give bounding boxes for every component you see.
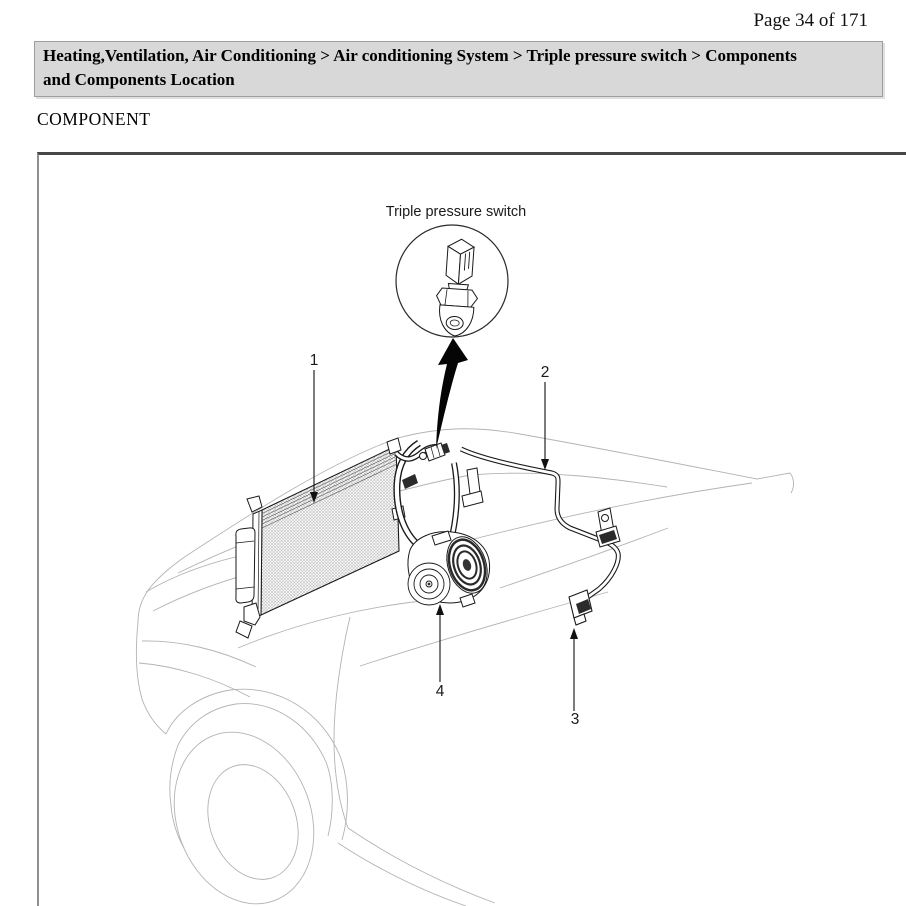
part-number-4: 4 — [435, 683, 445, 700]
car-bumper-corner — [136, 622, 166, 734]
part-label-3 — [570, 628, 579, 728]
car-rocker-line-2 — [338, 843, 466, 906]
car-rocker-line-1 — [348, 828, 495, 903]
condenser — [236, 438, 405, 638]
switch-hex-nut — [436, 288, 478, 308]
leader-arrowhead-3 — [570, 628, 578, 639]
car-wheel-arch-outer — [166, 689, 347, 840]
section-heading: COMPONENT — [37, 109, 151, 129]
part-label-2 — [541, 364, 550, 470]
car-tire-inner — [192, 752, 313, 892]
breadcrumb-line-1: Heating,Ventilation, Air Conditioning > Air conditioning System > Triple pressure switch > Components — [43, 46, 797, 65]
breadcrumb — [34, 41, 883, 97]
pipe-end-connector — [569, 590, 592, 625]
condenser-core-mesh — [261, 446, 399, 615]
condenser-bracket-top — [247, 496, 262, 512]
part-label-4 — [436, 604, 445, 700]
pipe-bracket-rear — [596, 508, 620, 547]
callout — [386, 204, 526, 449]
car-arch-front-edge — [170, 745, 184, 848]
car-cowl-tip — [757, 473, 794, 493]
car-bumper-seam-1 — [142, 641, 256, 667]
switch-port-inner — [450, 320, 459, 327]
leader-arrowhead-2 — [541, 459, 549, 470]
component-diagram — [39, 155, 906, 906]
car-tire-outer — [151, 712, 337, 906]
car-bumper-seam-2 — [139, 663, 250, 697]
part-number-1: 1 — [309, 352, 319, 369]
part-number-2: 2 — [540, 364, 550, 381]
part-label-1 — [310, 352, 319, 503]
component-diagram-frame — [37, 152, 906, 906]
compressor-clutch-face — [408, 563, 450, 605]
car-front-edge — [138, 558, 183, 622]
car-wheel-arch-inner — [178, 704, 332, 836]
callout-label: Triple pressure switch — [385, 204, 527, 220]
switch-boss-port — [420, 453, 427, 460]
car-inner-fender-line — [500, 528, 668, 588]
page-indicator: Page 34 of 171 — [753, 10, 868, 31]
condenser-top-fitting — [387, 438, 401, 454]
compressor — [408, 531, 494, 607]
part-number-3: 3 — [570, 711, 580, 728]
compressor-inlet-hose — [451, 463, 457, 541]
pipe-bracket-front — [462, 468, 483, 507]
breadcrumb-line-2: and Components Location — [43, 70, 235, 89]
leader-arrowhead-4 — [436, 604, 444, 615]
receiver-drier — [236, 528, 255, 603]
callout-thick-arrow — [436, 338, 468, 449]
